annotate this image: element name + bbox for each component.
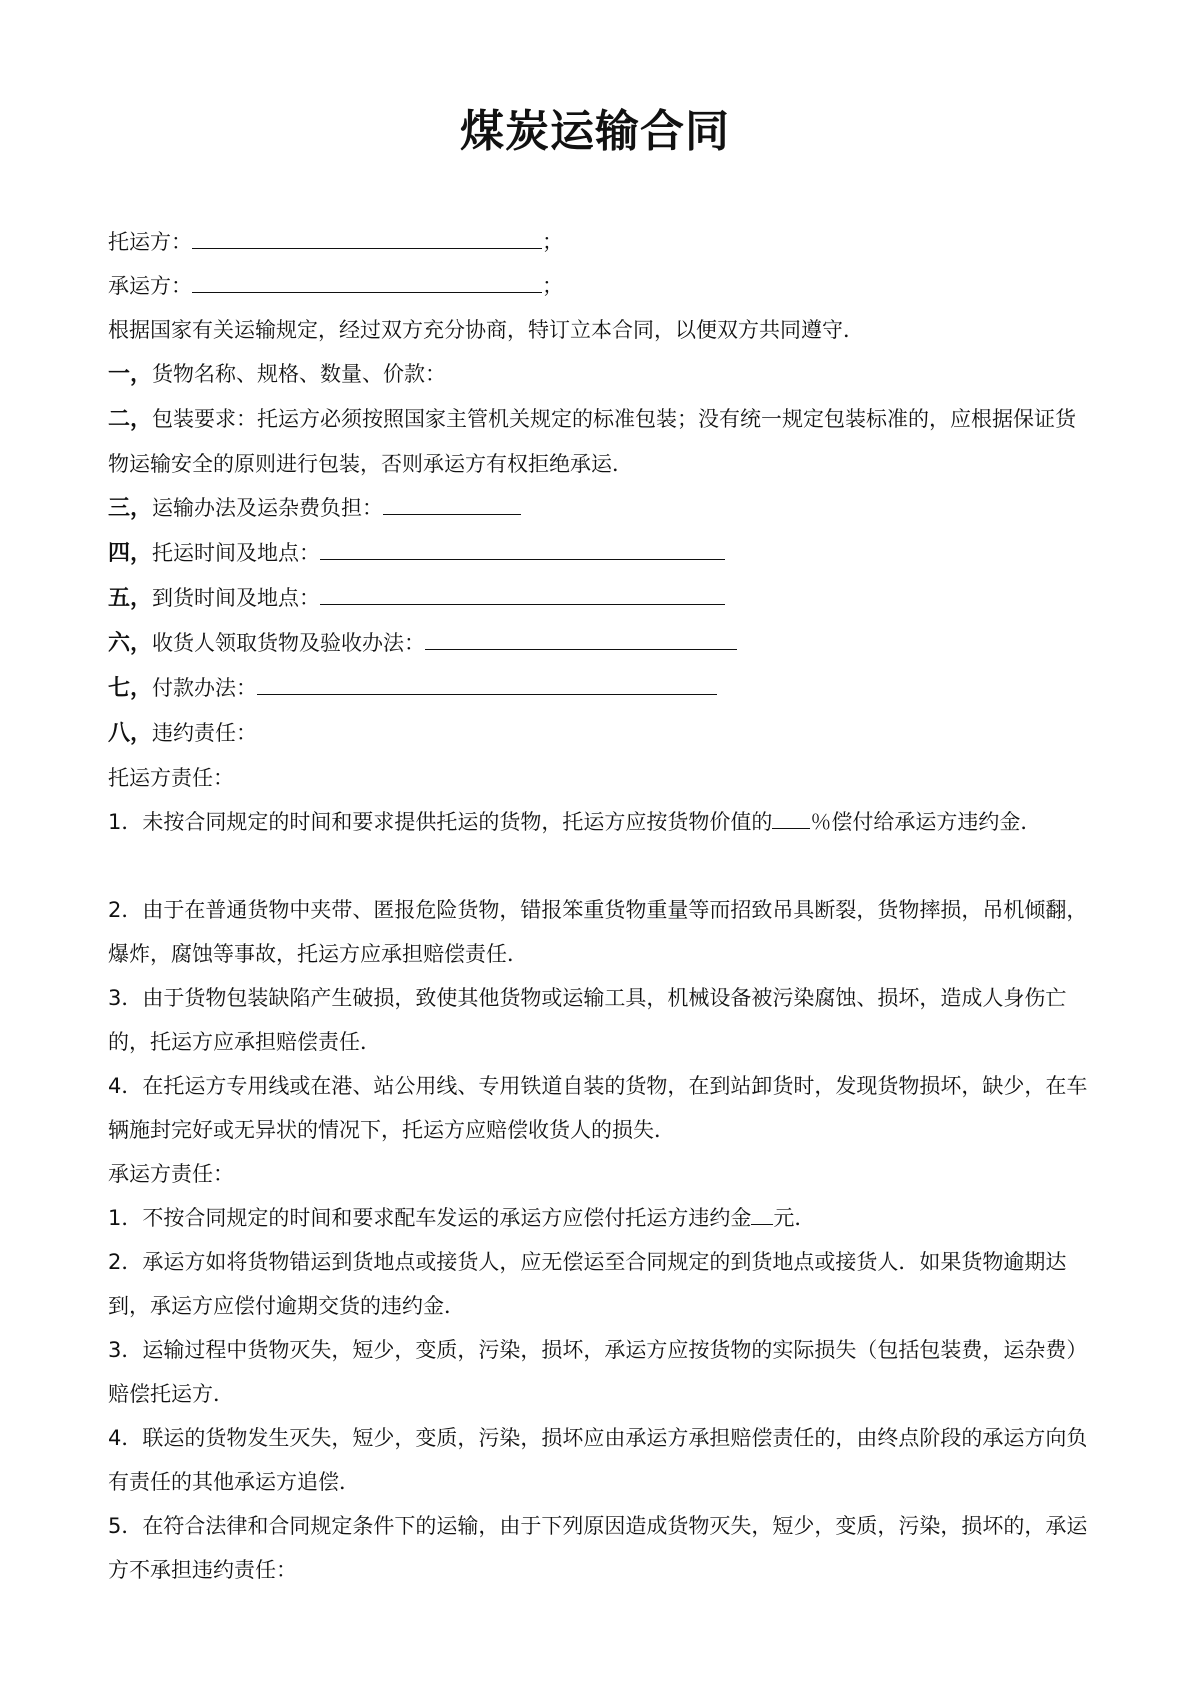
clause-1 bbox=[108, 352, 1093, 397]
shipper-liability-item-3: 3．由于货物包装缺陷产生破损，致使其他货物或运输工具，机械设备被污染腐蚀、损坏，造成人身伤亡的，托运方应承担赔偿责任． bbox=[108, 986, 1067, 1054]
shipper-liability-item-1 bbox=[108, 800, 1093, 844]
carrier-liability-heading: 承运方责任： bbox=[108, 1162, 234, 1186]
penalty-amount-blank[interactable] bbox=[751, 1202, 773, 1225]
carrier-liability-item-3: 3．运输过程中货物灭失，短少，变质，污染，损坏，承运方应按货物的实际损失（包括包装费，运杂费）赔偿托运方． bbox=[108, 1338, 1088, 1406]
clause-5-blank[interactable] bbox=[320, 582, 725, 605]
carrier-end: ； bbox=[542, 274, 563, 298]
intro-text: 根据国家有关运输规定，经过双方充分协商，特订立本合同，以便双方共同遵守． bbox=[108, 318, 864, 342]
carrier-label: 承运方： bbox=[108, 274, 192, 298]
clause-5 bbox=[108, 576, 1093, 621]
shipper-end: ； bbox=[542, 230, 563, 254]
clause-6 bbox=[108, 621, 1093, 666]
clause-7-blank[interactable] bbox=[257, 672, 717, 695]
shipper-liability-item-4: 4．在托运方专用线或在港、站公用线、专用铁道自装的货物，在到站卸货时，发现货物损坏，缺少，在车辆施封完好或无异状的情况下，托运方应赔偿收货人的损失． bbox=[108, 1074, 1088, 1142]
item-text: 1．未按合同规定的时间和要求提供托运的货物，托运方应按货物价值的 bbox=[108, 810, 773, 834]
carrier-liability-item-4: 4．联运的货物发生灭失，短少，变质，污染，损坏应由承运方承担赔偿责任的，由终点阶段的承运方向负有责任的其他承运方追偿． bbox=[108, 1426, 1088, 1494]
clause-number: 一， bbox=[108, 362, 153, 387]
clause-7 bbox=[108, 666, 1093, 711]
clause-text: 托运时间及地点： bbox=[152, 541, 321, 565]
clause-text: 包装要求：托运方必须按照国家主管机关规定的标准包装；没有统一规定包装标准的，应根据保证货物运输安全的原则进行包装，否则承运方有权拒绝承运． bbox=[108, 407, 1077, 476]
clause-text: 违约责任： bbox=[152, 721, 258, 745]
contract-body bbox=[108, 220, 1093, 1592]
clause-text: 到货时间及地点： bbox=[152, 586, 321, 610]
shipper-liability-heading: 托运方责任： bbox=[108, 766, 234, 790]
item-text: 元． bbox=[773, 1206, 816, 1230]
shipper-label: 托运方： bbox=[108, 230, 192, 254]
clause-number: 七， bbox=[108, 676, 153, 701]
carrier-liability-item-5: 5．在符合法律和合同规定条件下的运输，由于下列原因造成货物灭失，短少，变质，污染，损坏的，承运方不承担违约责任： bbox=[108, 1514, 1088, 1582]
clause-number: 三， bbox=[108, 496, 153, 521]
clause-number: 五， bbox=[108, 586, 153, 611]
shipper-liability-item-2: 2．由于在普通货物中夹带、匿报危险货物，错报笨重货物重量等而招致吊具断裂，货物摔损，吊机倾翻，爆炸，腐蚀等事故，托运方应承担赔偿责任． bbox=[108, 898, 1088, 966]
shipper-blank[interactable] bbox=[192, 226, 542, 249]
clause-number: 四， bbox=[108, 541, 153, 566]
percent-blank[interactable] bbox=[772, 806, 810, 829]
clause-text: 运输办法及运杂费负担： bbox=[152, 496, 384, 520]
clause-text: 付款办法： bbox=[152, 676, 258, 700]
clause-8 bbox=[108, 711, 1093, 756]
carrier-blank[interactable] bbox=[192, 270, 542, 293]
clause-3-blank[interactable] bbox=[383, 492, 521, 515]
carrier-line bbox=[108, 264, 1093, 308]
carrier-liability-item-1 bbox=[108, 1196, 1093, 1240]
spacer bbox=[108, 844, 1093, 888]
item-text: ％偿付给承运方违约金． bbox=[810, 810, 1042, 834]
shipper-line bbox=[108, 220, 1093, 264]
clause-number: 二， bbox=[108, 407, 153, 432]
clause-3 bbox=[108, 486, 1093, 531]
page-title: 煤炭运输合同 bbox=[460, 106, 730, 157]
clause-text: 货物名称、规格、数量、价款： bbox=[152, 362, 447, 386]
clause-6-blank[interactable] bbox=[425, 627, 737, 650]
clause-4-blank[interactable] bbox=[320, 537, 725, 560]
clause-number: 六， bbox=[108, 631, 153, 656]
clause-2 bbox=[108, 397, 1093, 486]
clause-text: 收货人领取货物及验收办法： bbox=[152, 631, 426, 655]
carrier-liability-item-2: 2．承运方如将货物错运到货地点或接货人，应无偿运至合同规定的到货地点或接货人．如果货物逾期达到，承运方应偿付逾期交货的违约金． bbox=[108, 1250, 1067, 1318]
clause-4 bbox=[108, 531, 1093, 576]
clause-number: 八， bbox=[108, 721, 153, 746]
item-text: 1．不按合同规定的时间和要求配车发运的承运方应偿付托运方违约金 bbox=[108, 1206, 752, 1230]
